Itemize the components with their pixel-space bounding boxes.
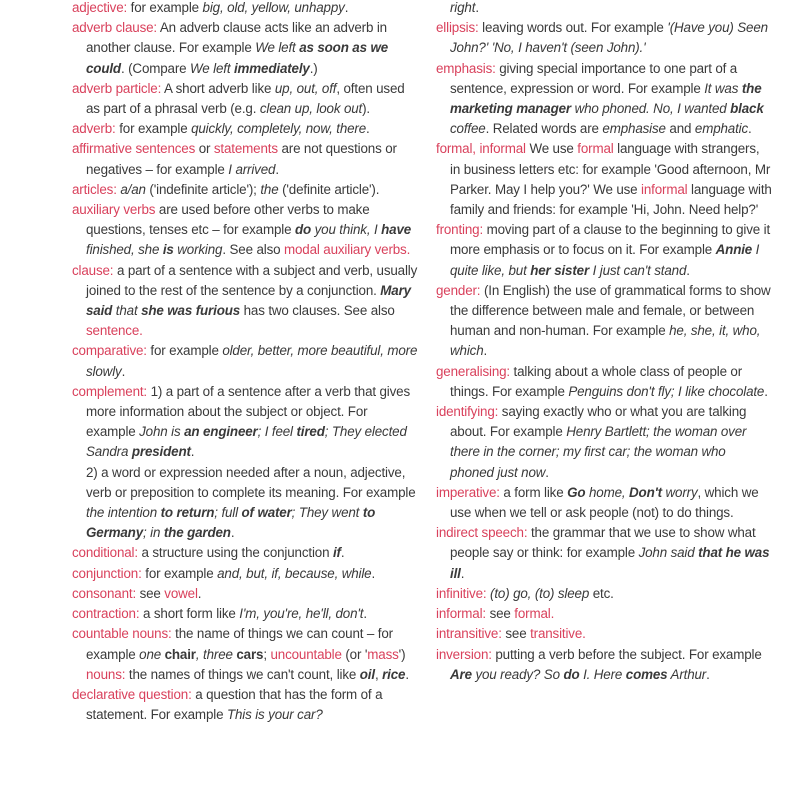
term-label: imperative: [436,484,500,500]
definition-text: talking about a whole class of people or things. For example [450,363,743,399]
definition-text: . [190,444,195,460]
example-text: We left [255,40,300,56]
definition-text: , [374,666,383,682]
example-emphasis: Annie [715,242,753,258]
entry-gender [436,281,772,362]
example-emphasis: that he was ill [450,545,770,581]
example-text: one [139,646,165,662]
term-label: adverb particle: [72,80,162,96]
term-label: auxiliary verbs [72,202,156,218]
definition-text: , often used as part of a phrasal verb (e.g. [86,80,405,117]
definition-text: a form like [499,484,568,500]
definition-text: . [483,343,488,359]
example-emphasis: is [162,242,174,258]
example-text: John is [139,424,185,440]
example-text: ; I feel [257,424,297,440]
definition-text: etc. [589,585,614,601]
example-emphasis: to return [160,505,215,521]
example-text: who phoned. No, I wanted [571,101,731,117]
entry-consonant [72,584,420,604]
example-emphasis: rice [382,666,406,682]
definition-text: ; [263,646,271,662]
definition-text: for example [115,121,192,137]
example-emphasis: Are [450,666,472,682]
cross-reference: sentence. [86,323,143,339]
definition-text: ') [398,646,406,662]
cross-reference: modal auxiliary verbs [283,242,407,258]
definition-text: . [121,363,126,379]
term-label: conjunction: [72,565,142,581]
example-emphasis: an engineer [184,424,258,440]
example-emphasis: Don't [629,484,662,500]
example-text: (to) go, (to) sleep [490,585,590,601]
term-label: emphasis: [436,60,496,76]
example-text: the [260,181,279,197]
term-label: identifying: [436,404,499,420]
term-label: adjective: [72,0,128,15]
example-emphasis: her sister [530,262,590,278]
definition-text: are used before other verbs to make questions, tenses etc – for example [86,202,370,238]
example-text: Arthur [667,666,707,682]
example-text: up, out, off [274,80,337,96]
example-emphasis: if [332,545,341,561]
term-label: formal, informal [436,141,526,157]
example-text: I just can't stand [589,262,687,278]
definition-text: and [665,121,695,137]
definition-text: language with family and friends: for example 'Hi, John. Need help?' [450,181,772,218]
entry-affirmative-sentences [72,139,420,179]
entry-comparative [72,341,420,381]
definition-text: . [275,161,279,177]
entry-continued-right [436,0,772,18]
definition-text: . [366,121,370,137]
definition-text: see [486,606,515,622]
definition-text: . [686,262,690,278]
example-text: , three [195,646,237,662]
definition-text: see [501,626,531,642]
example-emphasis: president [131,444,191,460]
definition-text: . [371,565,376,581]
example-text: ; They went [291,505,363,521]
definition-text: a question that has the form of a statement. For example [86,686,383,723]
entry-auxiliary-verbs [72,200,420,261]
cross-reference: vowel [164,585,198,601]
example-emphasis: tired [296,424,325,440]
definition-text: . [363,606,367,622]
example-text: This is your car? [226,707,323,723]
entry-fronting [436,220,772,281]
term-label: indirect speech: [436,525,528,541]
definition-text: saying exactly who or what you are talking about. For example [450,404,747,440]
example-text: I arrived [228,161,276,177]
definition-text: . Related words are [485,121,603,137]
definition-text: for example [141,565,218,581]
glossary-left-column [72,0,420,725]
entry-contraction [72,604,420,624]
entry-adverb-clause [72,18,420,79]
cross-reference: . [406,242,411,258]
term-label: clause: [72,262,114,278]
definition-text: An adverb clause acts like an adverb in another clause. For example [86,20,387,56]
definition-text: a structure using the conjunction [137,545,333,561]
example-emphasis: have [381,222,412,238]
definition-text: . See also [222,242,284,258]
entry-complement-2 [72,463,420,544]
entry-adverb-particle [72,79,420,119]
example-text: you think, I [311,222,382,238]
example-text: a/an [120,181,146,197]
entry-generalising [436,362,772,402]
example-text: working [173,242,223,258]
bold-text: cars [236,646,264,662]
definition-text: the name of things we can count – for example [86,626,393,662]
definition-text: the names of things we can't count, like [125,666,360,682]
definition-text: . [344,0,349,15]
cross-reference: mass [367,646,399,662]
example-text: that [112,303,142,319]
entry-infinitive [436,584,772,604]
cross-reference: transitive. [530,626,586,642]
example-emphasis: the garden [163,525,231,541]
definition-text: ). [362,101,371,117]
term-label: declarative question: [72,686,192,702]
example-emphasis: as soon as we could [86,40,389,76]
example-emphasis: immediately [233,60,310,76]
definition-text: 2) a word or expression needed after a noun, adjective, verb or preposition to complete its meaning. For example [86,464,416,500]
entry-conditional [72,543,420,563]
example-text: he, she, it, who, which [450,323,761,359]
definition-text: ('indefinite article'); [145,181,261,197]
definition-text: (In English) the use of grammatical forms to show the difference between male and female, or between human and non-human. For example [450,282,771,339]
entry-complement [72,382,420,463]
example-text: home, [585,484,630,500]
example-emphasis: Mary said [86,282,411,319]
example-text: and, but, if, because, while [217,565,372,581]
example-emphasis: comes [625,666,668,682]
example-text: ; They elected Sandra [86,424,407,460]
example-text: right [450,0,476,15]
entry-adverb [72,119,420,139]
definition-text: . [405,666,409,682]
example-emphasis: she was furious [141,303,241,319]
definition-text: or [195,141,214,157]
example-text: the intention [86,505,161,521]
term-label: adverb: [72,121,116,137]
example-text: '(Have you) Seen John?' 'No, I haven't (seen John).' [450,20,768,56]
entry-informal [436,604,772,624]
definition-text: for example [146,343,223,359]
term-label: informal: [436,606,486,622]
term-label: gender: [436,282,481,298]
definition-text: ('definite article'). [278,181,380,197]
entry-intransitive [436,624,772,644]
entry-adjective [72,0,420,18]
example-text: It was [704,80,742,96]
definition-text: a short form like [139,606,240,622]
definition-text: .) [309,60,318,76]
term-label: contraction: [72,606,140,622]
definition-text: 1) a part of a sentence after a verb that gives more information about the subject or object. For example [86,383,411,440]
example-emphasis: do [294,222,312,238]
entry-identifying [436,402,772,483]
definition-text: . [340,545,345,561]
example-text: emphatic [694,121,749,137]
term-label: fronting: [436,222,484,238]
definition-text: (or ' [341,646,368,662]
example-text: I'm, you're, he'll, don't [239,606,364,622]
definition-text: . [475,0,479,15]
example-text: I. Here [579,666,626,682]
example-text: coffee [450,121,486,137]
term-label: ellipsis: [436,20,479,36]
example-text: ; in [143,525,164,541]
entry-inversion [436,645,772,685]
example-text: emphasise [602,121,666,137]
glossary-right-column [436,0,772,685]
term-label: countable nouns: [72,626,172,642]
example-text: ; full [214,505,242,521]
entry-articles [72,180,420,200]
term-label: infinitive: [436,585,487,601]
example-text: clean up, look out [259,101,363,117]
definition-text: a part of a sentence with a subject and verb, usually joined to the rest of the sentence by a conjunction. [86,262,418,298]
entry-declarative-question [72,685,420,725]
example-text: Henry Bartlett; the woman over there in the corner; my first car; the woman who phoned just now [450,424,747,480]
definition-text: moving part of a clause to the beginning to give it more emphasis or to focus on it. For example [450,222,771,258]
example-text: finished, she [86,242,163,258]
example-text: We left [190,60,234,76]
cross-reference: nouns: [86,666,126,682]
definition-text: . [706,666,710,682]
entry-ellipsis [436,18,772,58]
entry-indirect-speech [436,523,772,584]
definition-text: the grammar that we use to show what people say or think: for example [450,525,756,561]
definition-text: . [764,383,768,399]
definition-text: . [545,464,549,480]
example-text: John said [638,545,699,561]
example-text: Penguins don't fly; I like chocolate [568,383,765,399]
bold-text: chair [164,646,196,662]
example-emphasis: Go [567,484,586,500]
entry-conjunction [72,564,420,584]
definition-text: . [748,121,752,137]
entry-imperative [436,483,772,523]
definition-text: . [197,585,202,601]
cross-reference: informal [641,181,688,197]
example-emphasis: do [563,666,580,682]
example-text: worry [661,484,698,500]
entry-countable-nouns [72,624,420,685]
definition-text: for example [127,0,203,15]
term-label: comparative: [72,343,147,359]
definition-text: has two clauses. See also [240,303,395,319]
definition-text: leaving words out. For example [478,20,668,36]
definition-text: . [460,565,465,581]
entry-emphasis [436,59,772,140]
entry-clause [72,261,420,342]
example-text: you ready? So [471,666,564,682]
cross-reference: formal [577,141,614,157]
definition-text: . [230,525,235,541]
example-emphasis: the marketing manager [450,80,762,117]
definition-text: A short adverb like [161,80,275,96]
example-emphasis: oil [359,666,375,682]
definition-text: giving special importance to one part of a sentence, expression or word. For example [450,60,738,96]
example-text: older, better, more beautiful, more slowly [86,343,418,379]
term-label: articles: [72,181,117,197]
example-text: I quite like, but [450,242,760,278]
example-emphasis: of water [241,505,292,521]
definition-text: We use [525,141,578,157]
example-emphasis: black [730,101,764,117]
definition-text: , which we use when we tell or ask people (not) to do things. [450,484,759,521]
example-text: quickly, completely, now, there [191,121,367,137]
definition-text: are not questions or negatives – for example [86,141,397,177]
cross-reference: statements [213,141,278,157]
term-label: generalising: [436,363,510,379]
definition-text: putting a verb before the subject. For example [491,646,762,662]
term-label: inversion: [436,646,492,662]
term-label: adverb clause: [72,20,157,36]
term-label: complement: [72,383,148,399]
term-label: affirmative sentences [72,141,196,157]
term-label: consonant: [72,585,137,601]
example-text: big, old, yellow, unhappy [202,0,345,15]
cross-reference: uncountable [270,646,342,662]
term-label: intransitive: [436,626,502,642]
definition-text: see [136,585,165,601]
entry-formal-informal [436,139,772,220]
term-label: conditional: [72,545,138,561]
definition-text: . (Compare [120,60,191,76]
definition-text: language with strangers, in business letters etc: for example 'Good afternoon, Mr Parker. May I help you?' We use [450,141,771,197]
cross-reference: formal. [514,606,555,622]
example-emphasis: to Germany [86,505,376,541]
